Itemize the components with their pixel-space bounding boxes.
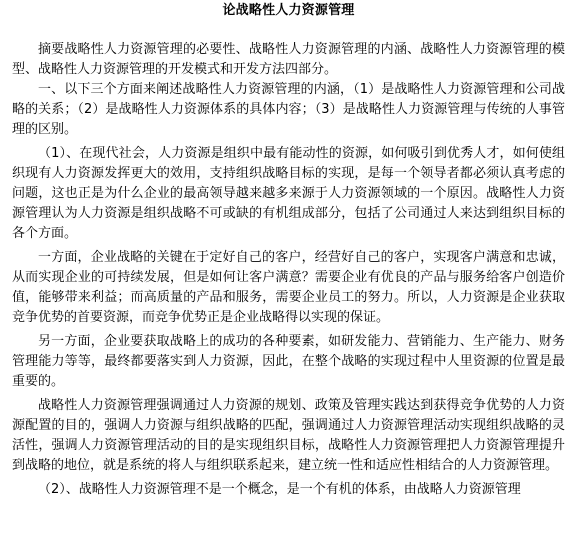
abstract-paragraph: 摘要战略性人力资源管理的必要性、战略性人力资源管理的内涵、战略性人力资源管理的模型、战略性人力资源管理的开发模式和开发方法四部分。 [12, 42, 565, 77]
document-title: 论战略性人力资源管理 [222, 3, 355, 18]
body-paragraph-6: （2）、战略性人力资源管理不是一个概念，是一个有机的体系，由战略人力资源管理 [38, 482, 521, 497]
body-paragraph-2: （1）、在现代社会，人力资源是组织中最有能动性的资源，如何吸引到优秀人才，如何使组织现有人力资源发挥更大的效用，支持组织战略目标的实现，是每一个领导者都必须认真考虑的问题，这也正是为什么企业的最高领导越来越多来源于人力资源领域的一个原因。战略性人力资源管理认为人力资源是组织战略不可或缺的有机组成部分，包括了公司通过人来达到组织目标的各个方面。 [12, 146, 565, 241]
body-paragraph-5: 战略性人力资源管理强调通过人力资源的规划、政策及管理实践达到获得竞争优势的人力资源配置的目的，强调人力资源与组织战略的匹配，强调通过人力资源管理活动实现组织战略的灵活性，强调人力资源管理活动的目的是实现组织目标，战略性人力资源管理把人力资源管理提升到战略的地位，就是系统的将人与组织联系起来，建立统一性和适应性相结合的人力资源管理。 [12, 398, 565, 473]
body-paragraph-1: 一、以下三个方面来阐述战略性人力资源管理的内涵，（1）是战略性人力资源管理和公司战略的关系；（2）是战略性人力资源体系的具体内容；（3）是战略性人力资源管理与传统的人事管理的区别。 [12, 82, 565, 137]
body-paragraph-4: 另一方面，企业要获取战略上的成功的各种要素，如研发能力、营销能力、生产能力、财务管理能力等等，最终都要落实到人力资源，因此，在整个战略的实现过程中人里资源的位置是最重要的。 [12, 334, 565, 389]
body-paragraph-3: 一方面，企业战略的关键在于定好自己的客户，经营好自己的客户，实现客户满意和忠诚，从而实现企业的可持续发展，但是如何让客户满意？需要企业有优良的产品与服务给客户创造价值，能够带来利益；而高质量的产品和服务，需要企业员工的努力。所以，人力资源是企业获取竞争优势的首要资源，而竞争优势正是企业战略得以实现的保证。 [12, 250, 565, 325]
document [12, 0, 565, 500]
